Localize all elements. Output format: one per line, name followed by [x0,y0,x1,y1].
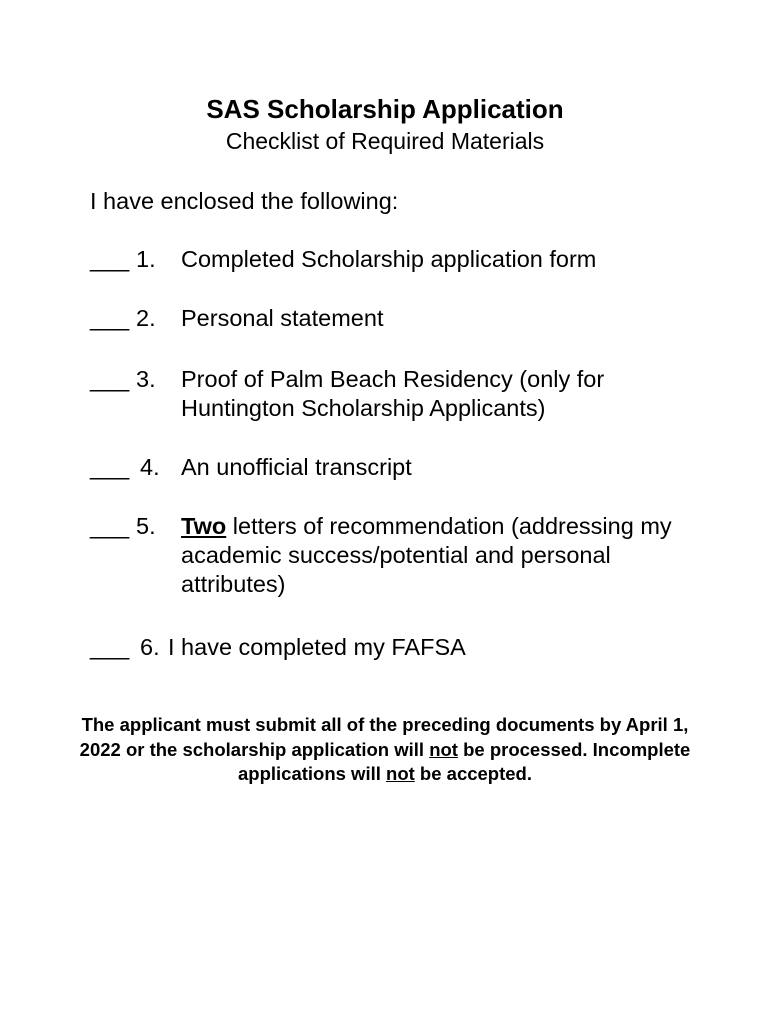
notice-text-2: be processed. Incomplete applications will [237,738,691,784]
notice-emphasis-2: not [386,763,415,784]
document-subtitle: Checklist of Required Materials [225,128,545,154]
item-number: 2. [136,305,156,331]
checkbox-blank[interactable]: ___ [90,305,130,331]
item-number: 1. [136,246,156,272]
notice-emphasis-1: not [429,738,458,760]
item-text-rest: letters of recommendation (addressing my academic success/potential and personal attributes) [181,513,672,597]
item-text: I have completed my FAFSA [168,634,466,660]
item-text: Proof of Palm Beach Residency (only for Huntington Scholarship Applicants) [181,366,605,421]
intro-statement: I have enclosed the following: [90,188,399,214]
item-text [181,512,676,599]
checkbox-blank[interactable]: ___ [90,634,130,660]
notice-text-1: The applicant must submit all of the preceding documents by April 1, 2022 or the scholarship application will [79,714,689,760]
checkbox-blank[interactable]: ___ [90,454,130,480]
notice-text-3: be accepted. [419,763,532,784]
item-text: Personal statement [181,305,384,331]
item-number: 4. [140,454,160,480]
item-number: 3. [136,366,156,392]
item-text: Completed Scholarship application form [181,246,597,272]
submission-notice [70,713,700,787]
checkbox-blank[interactable]: ___ [90,513,130,539]
item-text: An unofficial transcript [181,454,412,480]
document-title: SAS Scholarship Application [206,94,564,124]
item-number: 5. [136,513,156,539]
checkbox-blank[interactable]: ___ [90,246,130,272]
item-number: 6. [140,634,160,660]
item-emphasis: Two [181,513,227,539]
checkbox-blank[interactable]: ___ [90,366,130,392]
